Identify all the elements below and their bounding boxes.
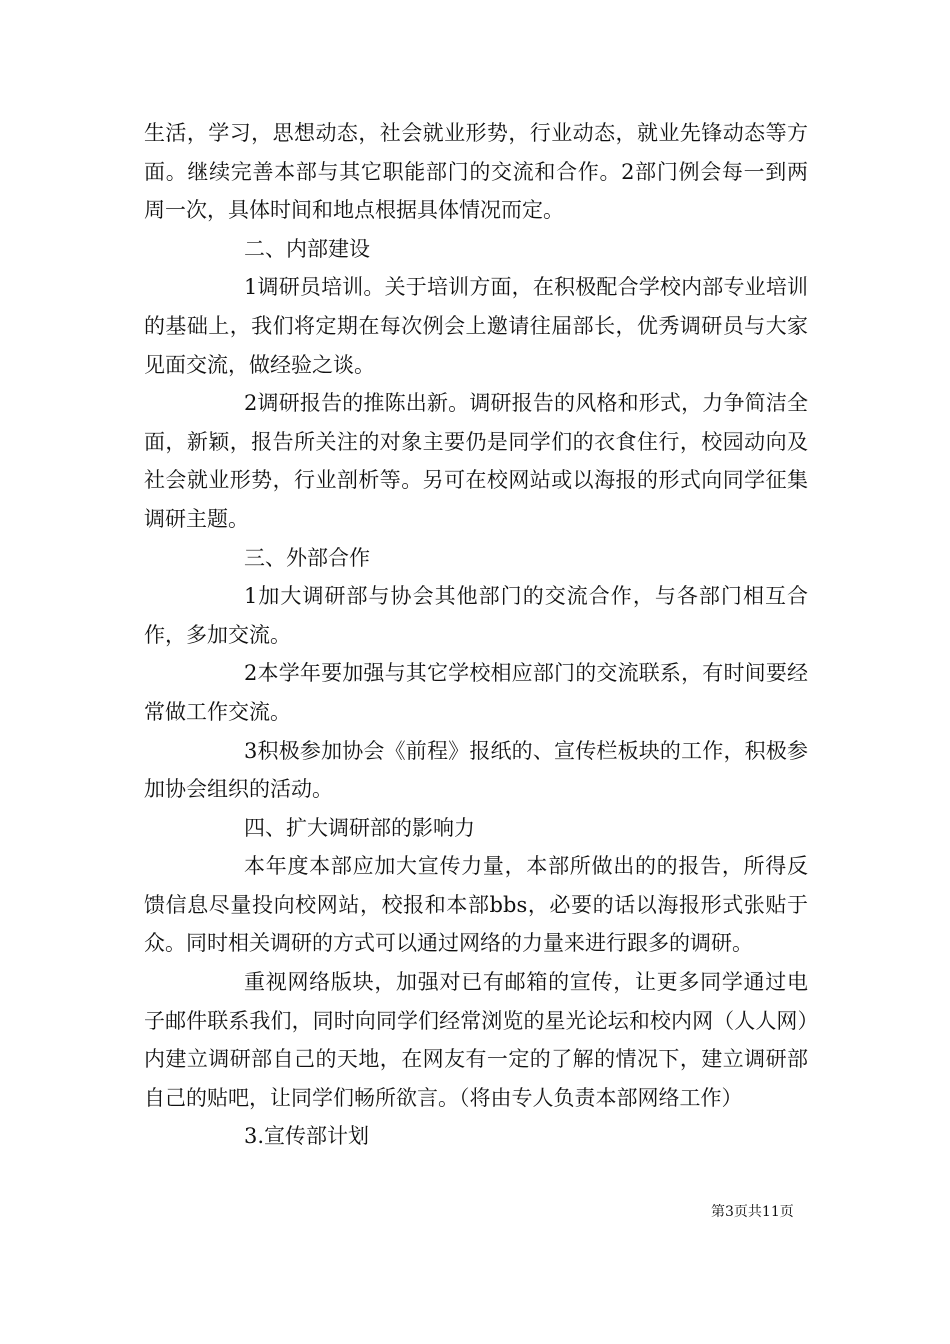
section-heading-internal-building: 二、内部建设 (244, 236, 370, 261)
document-body (144, 114, 808, 1156)
paragraph-publicity: 本年度本部应加大宣传力量，本部所做出的的报告，所得反馈信息尽量投向校网站，校报和本部bbs，必要的话以海报形式张贴于众。同时相关调研的方式可以通过网络的力量来进行跟多的调研。 (144, 854, 808, 956)
section-heading-publicity-plan: 3.宣传部计划 (244, 1124, 370, 1149)
paragraph-continuation: 生活，学习，思想动态，社会就业形势，行业动态，就业先锋动态等方面。继续完善本部与其它职能部门的交流和合作。2部门例会每一到两周一次，具体时间和地点根据具体情况而定。 (144, 121, 808, 223)
paragraph-cooperation-1: 1加大调研部与协会其他部门的交流合作，与各部门相互合作，多加交流。 (144, 584, 808, 647)
section-heading-expand-influence: 四、扩大调研部的影响力 (244, 815, 475, 840)
paragraph-report-innovation: 2调研报告的推陈出新。调研报告的风格和形式，力争简洁全面，新颖，报告所关注的对象主要仍是同学们的衣食住行，校园动向及社会就业形势，行业剖析等。另可在校网站或以海报的形式向同学征集调研主题。 (144, 391, 808, 531)
paragraph-cooperation-3: 3积极参加协会《前程》报纸的、宣传栏板块的工作，积极参加协会组织的活动。 (144, 738, 808, 802)
section-heading-external-cooperation: 三、外部合作 (244, 545, 370, 570)
paragraph-researcher-training: 1调研员培训。关于培训方面，在积极配合学校内部专业培训的基础上，我们将定期在每次例会上邀请往届部长，优秀调研员与大家见面交流，做经验之谈。 (144, 275, 808, 377)
paragraph-network: 重视网络版块，加强对已有邮箱的宣传，让更多同学通过电子邮件联系我们，同时向同学们经常浏览的星光论坛和校内网（人人网）内建立调研部自己的天地，在网友有一定的了解的情况下，建立调研部自己的贴吧，让同学们畅所欲言。（将由专人负责本部网络工作） (144, 970, 808, 1110)
paragraph-cooperation-2: 2本学年要加强与其它学校相应部门的交流联系，有时间要经常做工作交流。 (144, 661, 808, 724)
page-number-footer: 第3页共11页 (711, 1204, 794, 1220)
